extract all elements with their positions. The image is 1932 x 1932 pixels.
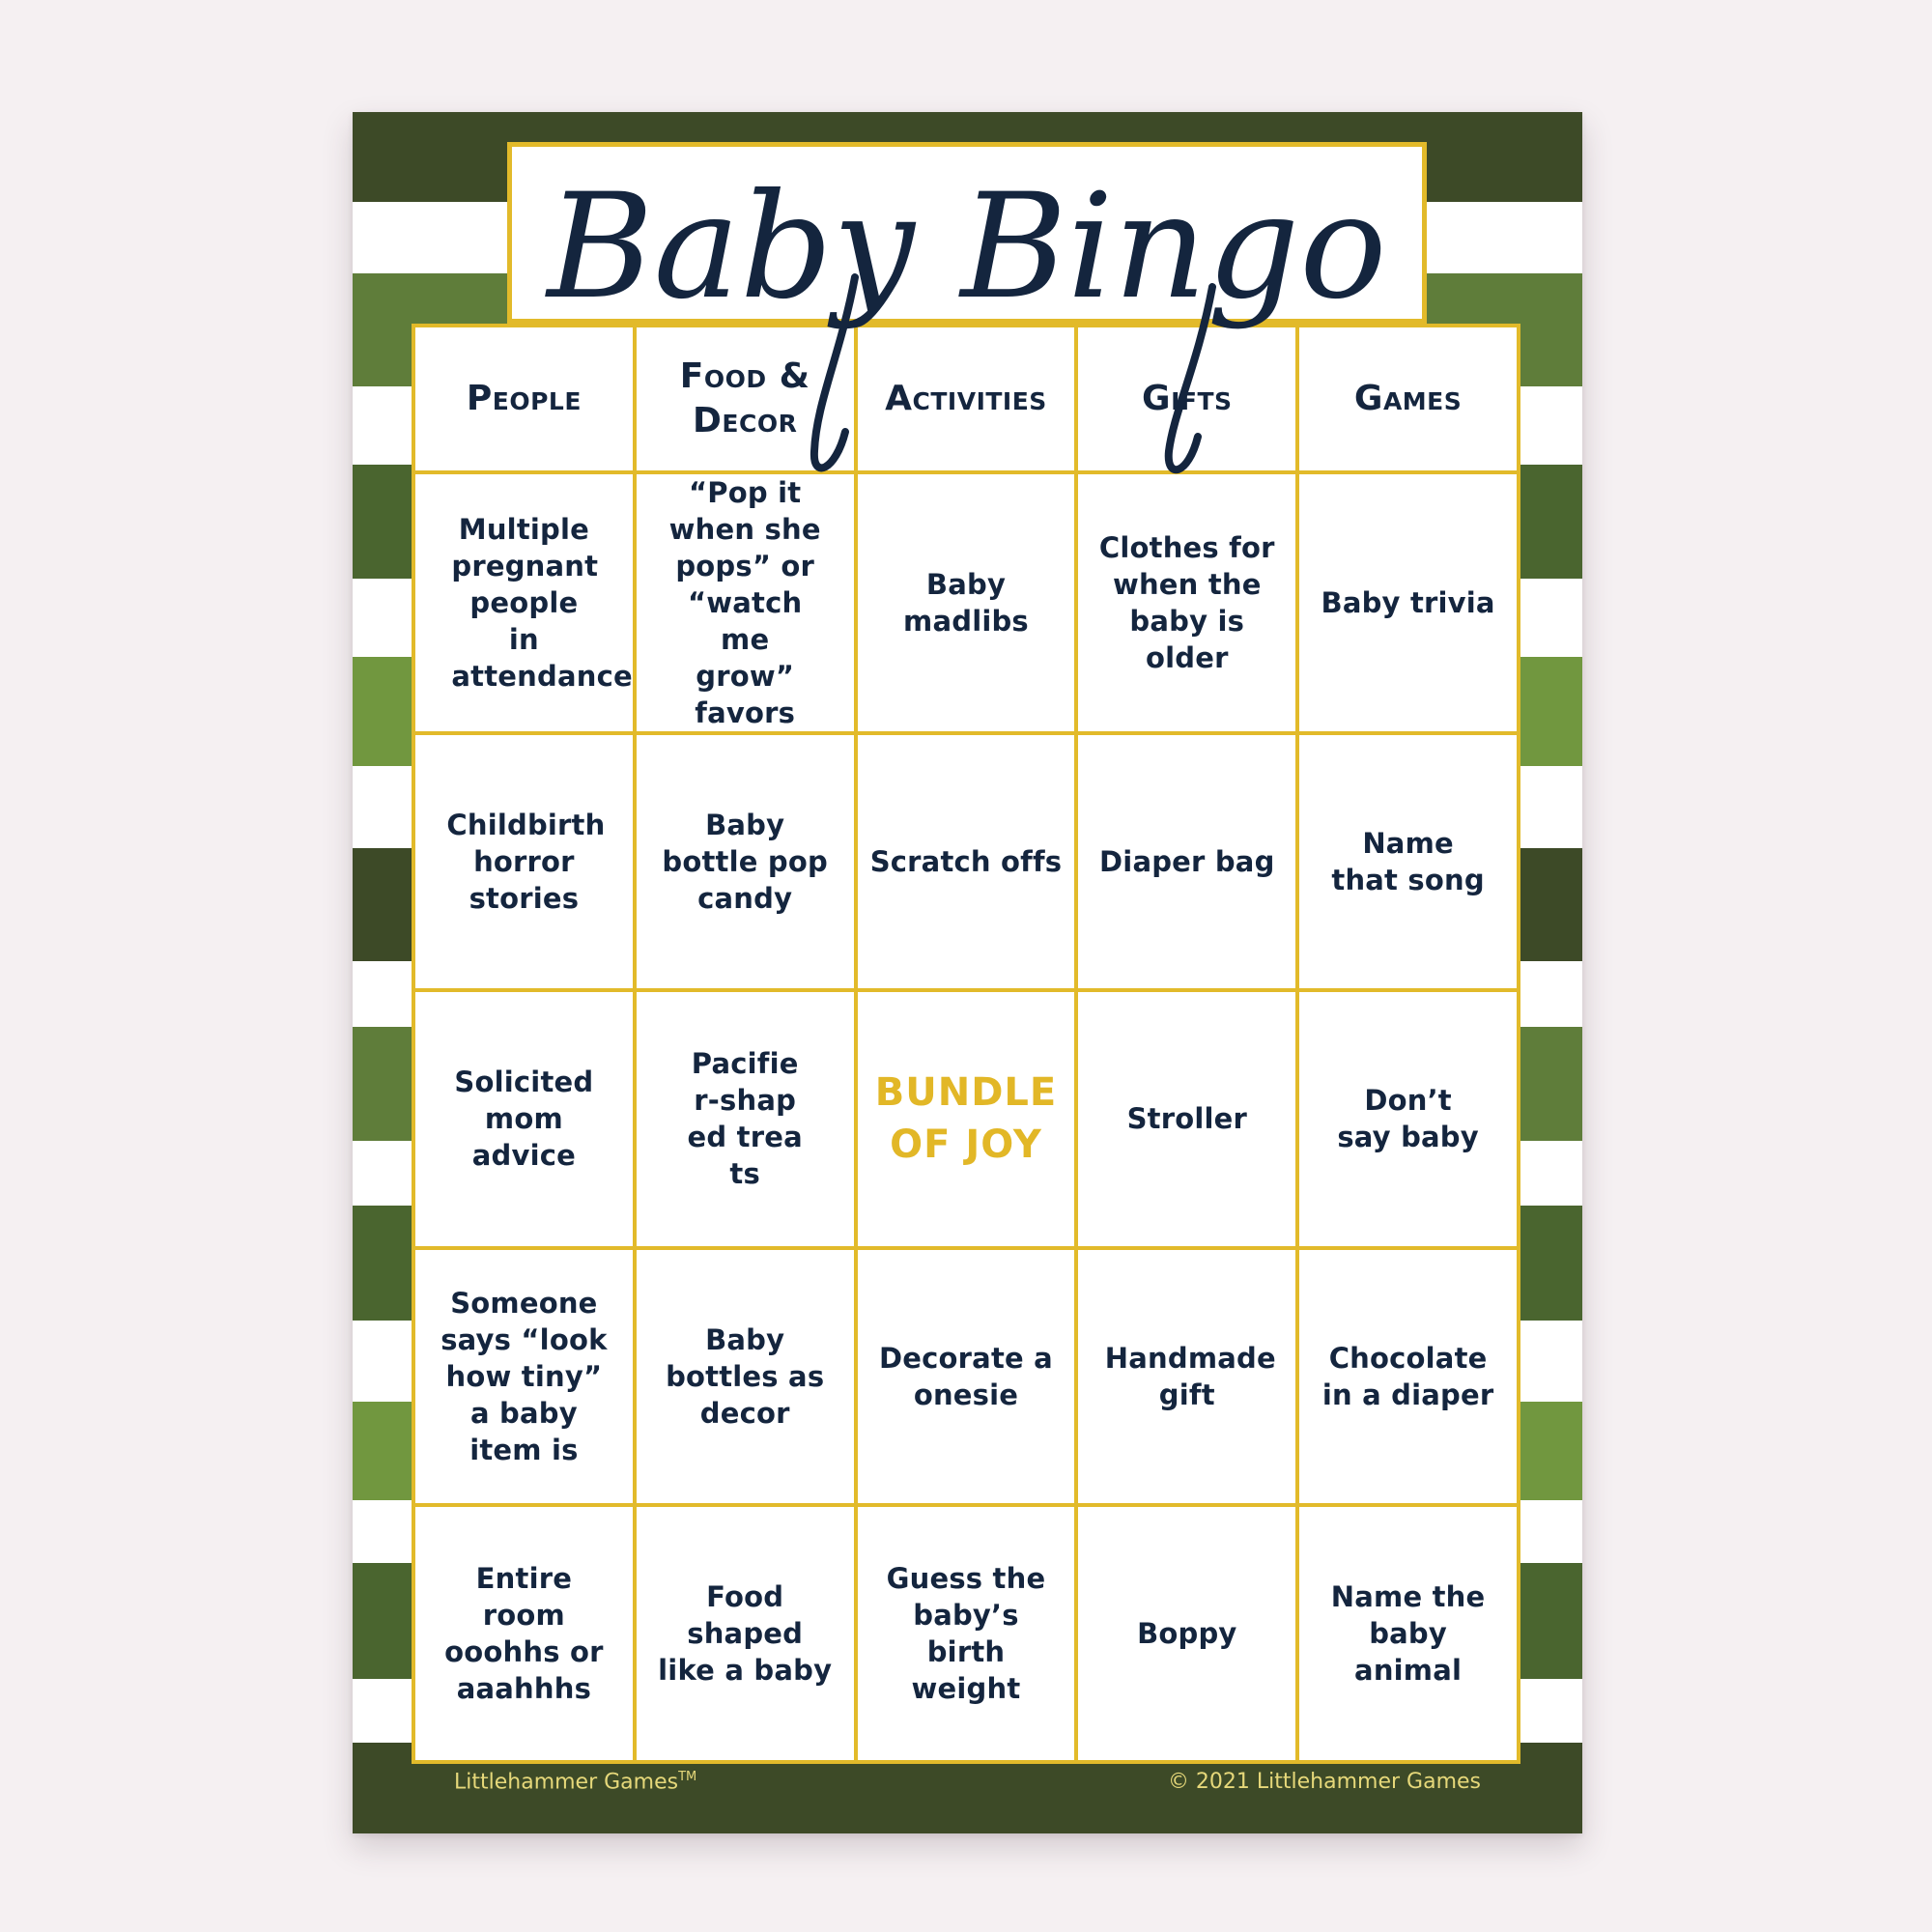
bingo-card — [353, 112, 1582, 1833]
bingo-cell[interactable] — [637, 735, 854, 988]
bingo-cell[interactable] — [1078, 735, 1295, 988]
bingo-cell[interactable] — [1299, 1507, 1517, 1760]
brand-footer — [454, 1770, 696, 1794]
header-food-decor — [637, 327, 854, 470]
cell-text: Scratch offs — [869, 845, 1063, 879]
cell-text: Childbirth horror stories — [446, 809, 606, 916]
free-space-text: BUNDLE OF JOY — [874, 1070, 1058, 1168]
header-label: Games — [1353, 379, 1463, 418]
bingo-cell[interactable] — [1299, 474, 1517, 731]
bingo-cell[interactable] — [1299, 1250, 1517, 1503]
bingo-cell[interactable] — [415, 992, 633, 1245]
cell-text: “Pop it when she pops” or “watch me grow” favors — [668, 476, 821, 729]
cell-text: Name that song — [1331, 827, 1485, 897]
page-title: Baby Bingo — [547, 163, 1387, 331]
bingo-cell[interactable] — [858, 1250, 1075, 1503]
cell-text: Guess the baby’s birth weight — [886, 1561, 1046, 1705]
bingo-cell[interactable] — [858, 1507, 1075, 1760]
bingo-cell[interactable] — [637, 1507, 854, 1760]
bingo-cell[interactable] — [415, 1250, 633, 1503]
header-games — [1299, 327, 1517, 470]
cell-text: Multiple pregnant people in attendance — [451, 513, 633, 693]
trademark-mark: TM — [678, 1770, 697, 1784]
cell-text: Baby trivia — [1321, 586, 1495, 619]
bingo-cell[interactable] — [1299, 992, 1517, 1245]
bingo-cell[interactable] — [1078, 992, 1295, 1245]
header-gifts — [1078, 327, 1295, 470]
cell-text: Entire room ooohhs or aaahhhs — [444, 1561, 604, 1705]
bingo-cell[interactable] — [1299, 735, 1517, 988]
bingo-cell[interactable] — [415, 1507, 633, 1760]
bingo-cell[interactable] — [858, 735, 1075, 988]
cell-text: Handmade gift — [1104, 1341, 1276, 1411]
bingo-cell[interactable] — [415, 735, 633, 988]
bingo-cell[interactable] — [637, 474, 854, 731]
cell-text: Pacifier-shaped treats — [687, 1047, 803, 1191]
cell-text: Baby bottles as decor — [666, 1322, 825, 1430]
header-label: Activities — [885, 379, 1047, 418]
cell-text: Diaper bag — [1099, 845, 1275, 879]
free-space[interactable] — [858, 992, 1075, 1245]
brand-name: Littlehammer Games — [454, 1770, 679, 1795]
header-people — [415, 327, 633, 470]
cell-text: Food shaped like a baby — [658, 1579, 833, 1687]
bingo-cell[interactable] — [637, 1250, 854, 1503]
cell-text: Clothes for when the baby is older — [1098, 531, 1275, 674]
header-label: Gifts — [1142, 379, 1233, 418]
cell-text: Boppy — [1137, 1616, 1237, 1650]
cell-text: Don’t say baby — [1337, 1084, 1479, 1154]
title-banner — [507, 142, 1427, 324]
bingo-cell[interactable] — [1078, 474, 1295, 731]
cell-text: Name the baby animal — [1330, 1579, 1486, 1687]
header-label: Food & Decor — [679, 356, 810, 440]
cell-text: Baby madlibs — [903, 568, 1029, 638]
cell-text: Someone says “look how tiny” a baby item is — [440, 1286, 608, 1466]
cell-text: Stroller — [1126, 1102, 1247, 1136]
cell-text: Baby bottle pop candy — [662, 809, 828, 916]
header-activities — [858, 327, 1075, 470]
cell-text: Chocolate in a diaper — [1321, 1341, 1494, 1411]
bingo-cell[interactable] — [637, 992, 854, 1245]
bingo-grid — [412, 324, 1520, 1764]
bingo-cell[interactable] — [415, 474, 633, 731]
header-label: People — [466, 379, 582, 418]
copyright-footer: © 2021 Littlehammer Games — [1167, 1770, 1481, 1794]
cell-text: Decorate a onesie — [879, 1341, 1053, 1411]
cell-text: Solicited mom advice — [454, 1065, 594, 1173]
bingo-cell[interactable] — [858, 474, 1075, 731]
bingo-cell[interactable] — [1078, 1507, 1295, 1760]
bingo-cell[interactable] — [1078, 1250, 1295, 1503]
